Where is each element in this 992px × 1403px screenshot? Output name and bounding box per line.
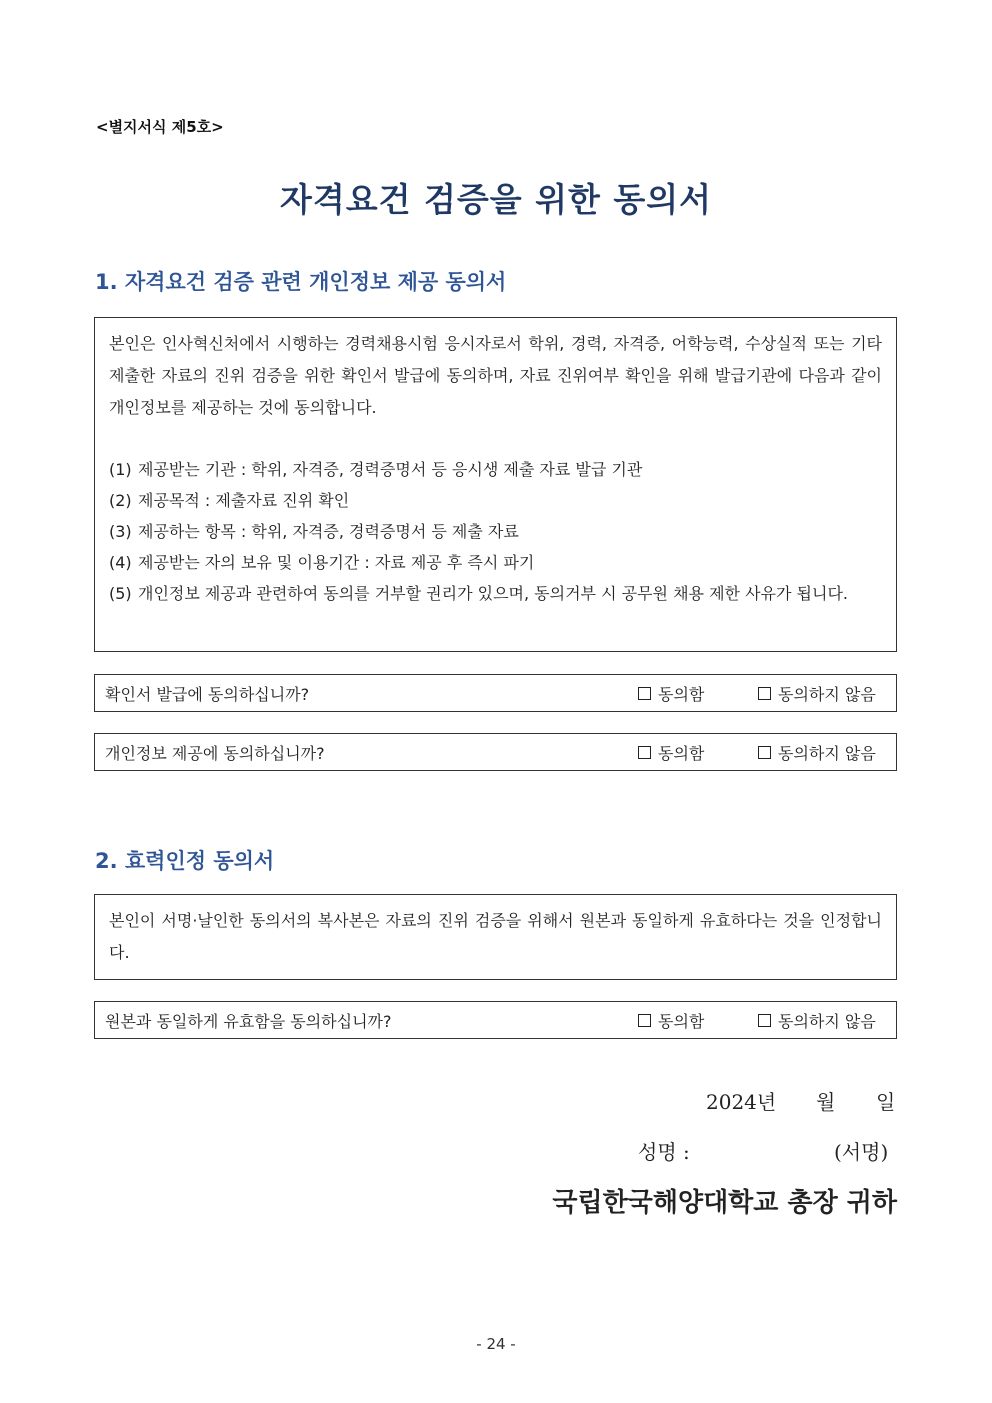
form-number-label: <별지서식 제5호> [96, 118, 224, 136]
section2-consent-box [94, 894, 897, 980]
question-row-certificate [94, 674, 897, 712]
provision-item-3 [109, 516, 882, 547]
section1-intro: 본인은 인사혁신처에서 시행하는 경력채용시험 응시자로서 학위, 경력, 자격증, 어학능력, 수상실적 또는 기타 제출한 자료의 진위 검증을 위한 확인서 발급에 동의하며, 자료 진위여부 확인을 위해 발급기관에 다음과 같이 개인정보를 제공하는 것에 동의합니다. [109, 334, 882, 417]
question-row-copy-validity [94, 1001, 897, 1039]
disagree-label: 동의하지 않음 [778, 743, 876, 763]
provision-list [109, 454, 882, 609]
disagree-label: 동의하지 않음 [778, 1011, 876, 1031]
agree-label: 동의함 [658, 684, 705, 704]
checkbox-icon[interactable] [758, 687, 771, 700]
provision-text: 개인정보 제공과 관련하여 동의를 거부할 권리가 있으며, 동의거부 시 공무원 채용 제한 사유가 됩니다. [138, 584, 848, 603]
provision-text: 제공받는 기관 : 학위, 자격증, 경력증명서 등 응시생 제출 자료 발급 기관 [138, 460, 643, 479]
provision-number: (5) [109, 584, 132, 603]
checkbox-icon[interactable] [758, 1014, 771, 1027]
question-row-personal-info [94, 733, 897, 771]
provision-item-1 [109, 454, 882, 485]
provision-item-5 [109, 578, 882, 609]
question-text: 확인서 발급에 동의하십니까? [105, 684, 310, 704]
agree-label: 동의함 [658, 1011, 705, 1031]
name-label: 성명 : [638, 1140, 690, 1164]
section1-consent-box [94, 317, 897, 652]
question-text: 개인정보 제공에 동의하십니까? [105, 743, 325, 763]
disagree-label: 동의하지 않음 [778, 684, 876, 704]
date-month: 월 [816, 1090, 836, 1114]
checkbox-icon[interactable] [638, 1014, 651, 1027]
question-text: 원본과 동일하게 유효함을 동의하십니까? [105, 1011, 392, 1031]
signature-label: (서명) [834, 1140, 889, 1164]
document-title: 자격요건 검증을 위한 동의서 [279, 180, 712, 219]
provision-number: (3) [109, 522, 132, 541]
provision-text: 제공받는 자의 보유 및 이용기간 : 자료 제공 후 즉시 파기 [138, 553, 535, 572]
provision-text: 제공하는 항목 : 학위, 자격증, 경력증명서 등 제출 자료 [138, 522, 519, 541]
checkbox-icon[interactable] [758, 746, 771, 759]
disagree-option[interactable] [758, 682, 896, 705]
recipient-line: 국립한국해양대학교 총장 귀하 [552, 1188, 897, 1218]
provision-number: (4) [109, 553, 132, 572]
date-day: 일 [876, 1090, 896, 1114]
provision-number: (2) [109, 491, 132, 510]
page-number: - 24 - [476, 1335, 516, 1353]
checkbox-icon[interactable] [638, 746, 651, 759]
section1-heading: 1. 자격요건 검증 관련 개인정보 제공 동의서 [95, 270, 507, 294]
date-year: 2024년 [706, 1090, 777, 1114]
checkbox-icon[interactable] [638, 687, 651, 700]
provision-item-4 [109, 547, 882, 578]
disagree-option[interactable] [758, 741, 896, 764]
agree-option[interactable] [638, 682, 758, 705]
disagree-option[interactable] [758, 1009, 896, 1032]
agree-label: 동의함 [658, 743, 705, 763]
agree-option[interactable] [638, 741, 758, 764]
section2-heading: 2. 효력인정 동의서 [95, 849, 275, 873]
section2-body: 본인이 서명·날인한 동의서의 복사본은 자료의 진위 검증을 위해서 원본과 동일하게 유효하다는 것을 인정합니다. [109, 911, 882, 962]
provision-text: 제공목적 : 제출자료 진위 확인 [138, 491, 350, 510]
agree-option[interactable] [638, 1009, 758, 1032]
provision-number: (1) [109, 460, 132, 479]
provision-item-2 [109, 485, 882, 516]
